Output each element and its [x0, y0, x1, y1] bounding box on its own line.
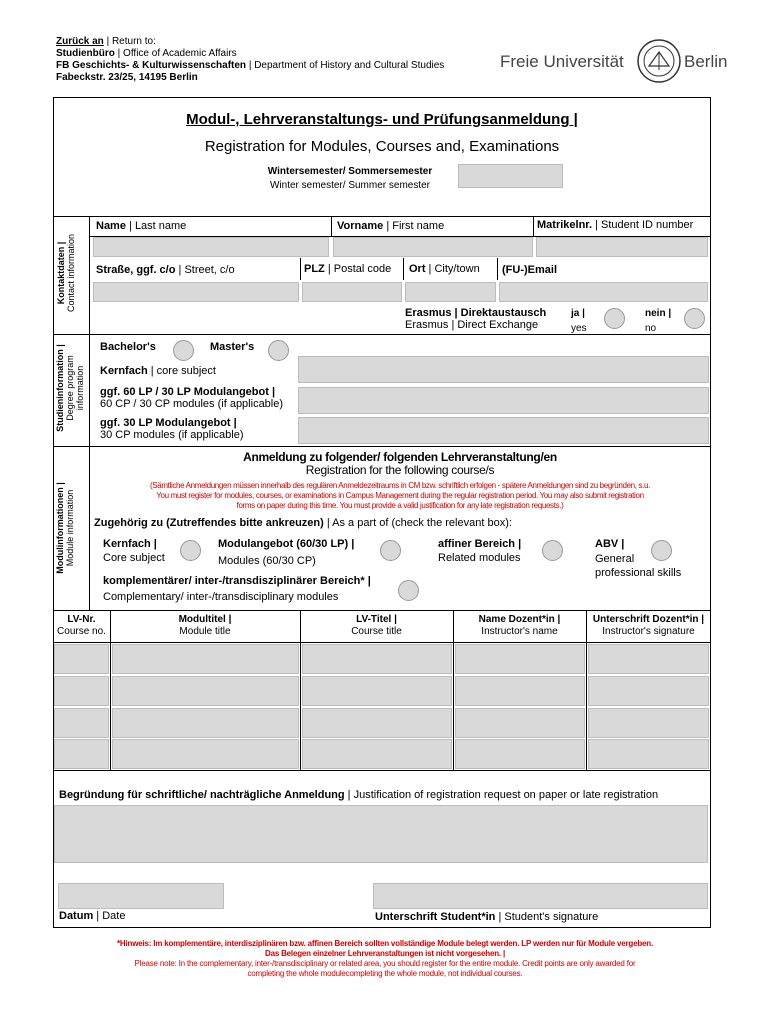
table-header-course-no — [53, 614, 110, 638]
plz-label-en: | Postal code — [324, 263, 392, 275]
email-field[interactable] — [499, 282, 708, 302]
lp30-label: ggf. 30 LP Modulangebot | — [100, 417, 237, 429]
name-label — [96, 220, 186, 233]
first-name-field[interactable] — [333, 237, 533, 257]
signature-label-de: Unterschrift Student*in — [375, 911, 496, 923]
course-no-cell[interactable] — [54, 676, 109, 706]
abv-option-label-en1: General — [595, 553, 635, 565]
matrikel-label — [537, 219, 693, 232]
university-logo — [498, 36, 728, 88]
registration-note-en2: forms on paper during this time. You must provide a valid justification for any late registration requests.) — [236, 501, 564, 510]
divider — [53, 446, 711, 447]
footnote-line: Das Belegen einzelner Lehrveranstaltungen ist nicht vorgesehen. | — [265, 949, 505, 958]
footnote-line: *Hinweis: Im komplementäre, interdisziplinären bzw. affinen Bereich sollten vollständige Module belegt werden. LP werden nur für Module vergeben. — [117, 939, 653, 948]
instructor-signature-cell[interactable] — [588, 676, 709, 706]
logo-text-left: Freie Universität — [500, 52, 624, 71]
part-of-label-de: Zugehörig zu (Zutreffendes bitte ankreuzen) — [94, 517, 324, 529]
course-title-cell[interactable] — [302, 644, 452, 674]
table-header-de: LV-Nr. — [67, 614, 96, 625]
ort-label — [409, 263, 480, 276]
date-field[interactable] — [58, 883, 224, 909]
form-title — [53, 111, 711, 129]
table-header-de: Unterschrift Dozent*in | — [592, 614, 705, 625]
table-header-de: LV-Titel | — [356, 614, 397, 625]
no-label: no — [645, 323, 657, 334]
course-title-cell[interactable] — [302, 739, 452, 769]
table-header-en: Instructor's signature — [602, 626, 695, 637]
core-subject-radio[interactable] — [180, 540, 201, 561]
part-of-label-en: | As a part of (check the relevant box): — [323, 517, 512, 529]
justification-label — [59, 789, 658, 802]
instructor-signature-cell[interactable] — [588, 708, 709, 738]
instructor-name-cell[interactable] — [455, 739, 585, 769]
street-field[interactable] — [93, 282, 299, 302]
name-label-de: Name — [96, 220, 126, 232]
vorname-label — [337, 220, 444, 233]
date-label-en: | Date — [93, 910, 126, 922]
kompl-option-label: komplementärer/ inter-/transdisziplinärer Bereich* | — [103, 575, 371, 587]
course-title-cell[interactable] — [302, 708, 452, 738]
matrikel-label-de: Matrikelnr. — [537, 219, 593, 231]
logo-text-right: Berlin — [684, 52, 728, 71]
affiner-option-label-en: Related modules — [438, 552, 521, 564]
ort-label-de: Ort — [409, 263, 426, 275]
office-name: Studienbüro — [56, 48, 115, 59]
street-label — [96, 264, 235, 277]
erasmus-yes-radio[interactable] — [604, 308, 625, 329]
course-registration-heading-en: Registration for the following course/s — [305, 463, 495, 477]
plz-label-de: PLZ — [304, 263, 325, 275]
cell-line — [533, 216, 534, 236]
justification-label-en: | Justification of registration request on paper or late registration — [344, 789, 659, 801]
table-header-en: Module title — [179, 626, 231, 637]
core-subject-field[interactable] — [298, 356, 709, 383]
cell-line — [300, 258, 301, 280]
instructor-name-cell[interactable] — [455, 708, 585, 738]
table-header-module-title — [110, 614, 300, 638]
contact-side-de: Kontaktdaten | — [56, 241, 66, 305]
table-header-de: Name Dozent*in | — [478, 614, 561, 625]
postal-code-field[interactable] — [302, 282, 402, 302]
contact-side-label — [56, 220, 76, 326]
street-address: Fabeckstr. 23/25, 14195 Berlin — [56, 72, 198, 83]
abv-option-label: ABV | — [595, 538, 625, 550]
table-bottom-line — [53, 770, 711, 771]
divider — [53, 216, 711, 217]
semester-label: Wintersemester/ Sommersemester — [267, 166, 433, 177]
course-title-cell[interactable] — [302, 676, 452, 706]
side-column-line — [89, 216, 90, 610]
lp30-label-en: 30 CP modules (if applicable) — [100, 429, 244, 441]
erasmus-label: Erasmus | Direktaustausch — [405, 307, 547, 319]
module-60-field[interactable] — [298, 387, 709, 414]
matrikel-label-en: | Student ID number — [592, 219, 694, 231]
master-radio[interactable] — [268, 340, 289, 361]
module-title-cell[interactable] — [112, 644, 299, 674]
table-header-instructor-signature — [586, 614, 711, 638]
table-header-en: Instructor's name — [481, 626, 558, 637]
last-name-field[interactable] — [93, 237, 329, 257]
complementary-radio[interactable] — [398, 580, 419, 601]
return-address — [56, 36, 476, 84]
registration-note — [89, 481, 711, 511]
kern-option-label: Kernfach | — [103, 538, 157, 550]
kompl-option-label-en: Complementary/ inter-/transdisciplinary modules — [103, 591, 339, 603]
cell-line — [403, 258, 404, 280]
modules-radio[interactable] — [380, 540, 401, 561]
ort-label-en: | City/town — [425, 263, 480, 275]
module-30-field[interactable] — [298, 417, 709, 444]
yes-label: yes — [571, 323, 587, 334]
signature-label-en: | Student's signature — [495, 911, 599, 923]
student-id-field[interactable] — [536, 237, 708, 257]
general-skills-radio[interactable] — [651, 540, 672, 561]
study-side-de: Studieninformation | — [55, 344, 65, 432]
kernfach-label-en: | core subject — [147, 365, 216, 377]
footnote-line: completing the whole modulecompleting the whole module, not individual courses. — [247, 969, 523, 978]
city-field[interactable] — [405, 282, 496, 302]
plz-label — [304, 263, 391, 276]
return-label-en: | Return to: — [103, 36, 156, 47]
table-header-en: Course no. — [57, 626, 106, 637]
divider — [53, 610, 711, 611]
study-side-en2: information — [75, 365, 85, 411]
office-name-en: | Office of Academic Affairs — [114, 48, 237, 59]
ja-label: ja | — [571, 308, 585, 319]
module-title-cell[interactable] — [112, 739, 299, 769]
bachelor-label: Bachelor's — [100, 341, 156, 353]
signature-label — [375, 911, 598, 924]
lp60-label-en: 60 CP / 30 CP modules (if applicable) — [100, 398, 284, 410]
table-header-instructor-name — [453, 614, 586, 638]
date-label-de: Datum — [59, 910, 94, 922]
study-side-label — [55, 336, 85, 440]
kern-option-label-en: Core subject — [103, 552, 165, 564]
vorname-label-de: Vorname — [337, 220, 384, 232]
table-header-de: Modultitel | — [178, 614, 232, 625]
street-label-en: | Street, c/o — [175, 264, 235, 276]
department-name: FB Geschichts- & Kulturwissenschaften — [56, 60, 247, 71]
date-label — [59, 910, 125, 923]
table-header-en: Course title — [351, 626, 402, 637]
nein-label: nein | — [645, 308, 672, 319]
instructor-signature-cell[interactable] — [588, 739, 709, 769]
cell-line — [331, 216, 332, 236]
registration-note-en1: You must register for modules, courses, or examinations in Campus Management during the regular registration period. You may also submit registration — [156, 491, 644, 500]
erasmus-no-radio[interactable] — [684, 308, 705, 329]
course-no-cell[interactable] — [54, 644, 109, 674]
instructor-name-cell[interactable] — [455, 676, 585, 706]
return-label: Zurück an — [56, 36, 104, 47]
department-name-en: | Department of History and Cultural Studies — [246, 60, 445, 71]
part-of-label — [94, 517, 512, 530]
registration-note-de: (Sämtliche Anmeldungen müssen innerhalb des regulären Anmeldezeitraums in CM bzw. schriftlich erfolgen - spätere Anmeldungen sind zu begründen, s.u. — [149, 481, 651, 490]
erasmus-label-en: Erasmus | Direct Exchange — [405, 319, 539, 331]
university-seal-icon — [636, 38, 682, 84]
name-label-en: | Last name — [125, 220, 187, 232]
abv-option-label-en2: professional skills — [595, 567, 682, 579]
email-label: (FU-)Email — [502, 264, 557, 276]
instructor-signature-cell[interactable] — [588, 644, 709, 674]
module-title-cell[interactable] — [112, 676, 299, 706]
modangebot-option-label: Modulangebot (60/30 LP) | — [218, 538, 355, 550]
vorname-label-en: | First name — [383, 220, 445, 232]
form-title-en: Registration for Modules, Courses and, Examinations — [204, 138, 560, 155]
semester-label-en: Winter semester/ Summer semester — [269, 180, 431, 191]
module-side-label — [55, 450, 75, 606]
instructor-name-cell[interactable] — [455, 644, 585, 674]
student-signature-field[interactable] — [373, 883, 708, 909]
related-modules-radio[interactable] — [542, 540, 563, 561]
module-side-en: Module information — [65, 489, 75, 567]
lp60-label: ggf. 60 LP / 30 LP Modulangebot | — [100, 386, 276, 398]
semester-field[interactable] — [458, 164, 563, 188]
module-title-cell[interactable] — [112, 708, 299, 738]
bachelor-radio[interactable] — [173, 340, 194, 361]
contact-side-en: Contact information — [66, 233, 76, 313]
module-side-de: Modulinformationen | — [55, 482, 65, 574]
kernfach-label — [100, 365, 216, 378]
affiner-option-label: affiner Bereich | — [438, 538, 522, 550]
course-no-cell[interactable] — [54, 708, 109, 738]
modangebot-option-label-en: Modules (60/30 CP) — [218, 555, 316, 567]
course-no-cell[interactable] — [54, 739, 109, 769]
study-side-en1: Degree program — [65, 355, 75, 421]
form-title-de: Modul-, Lehrveranstaltungs- und Prüfungsanmeldung | — [186, 111, 578, 128]
divider — [53, 334, 711, 335]
street-label-de: Straße, ggf. c/o — [96, 264, 176, 276]
justification-label-de: Begründung für schriftliche/ nachträgliche Anmeldung — [59, 789, 345, 801]
table-header-course-title — [300, 614, 453, 638]
footnote-line: Please note: In the complementary, inter-/transdisciplinary or related area, you should register for the entire module. Credit points are only awarded for — [134, 959, 636, 968]
footnote — [20, 939, 750, 979]
table-header-line — [53, 642, 711, 643]
course-registration-heading: Anmeldung zu folgender/ folgenden Lehrveranstaltung/en — [243, 450, 557, 464]
cell-line — [497, 258, 498, 280]
master-label: Master's — [210, 341, 255, 353]
kernfach-label-de: Kernfach — [100, 365, 148, 377]
justification-field[interactable] — [54, 805, 708, 863]
